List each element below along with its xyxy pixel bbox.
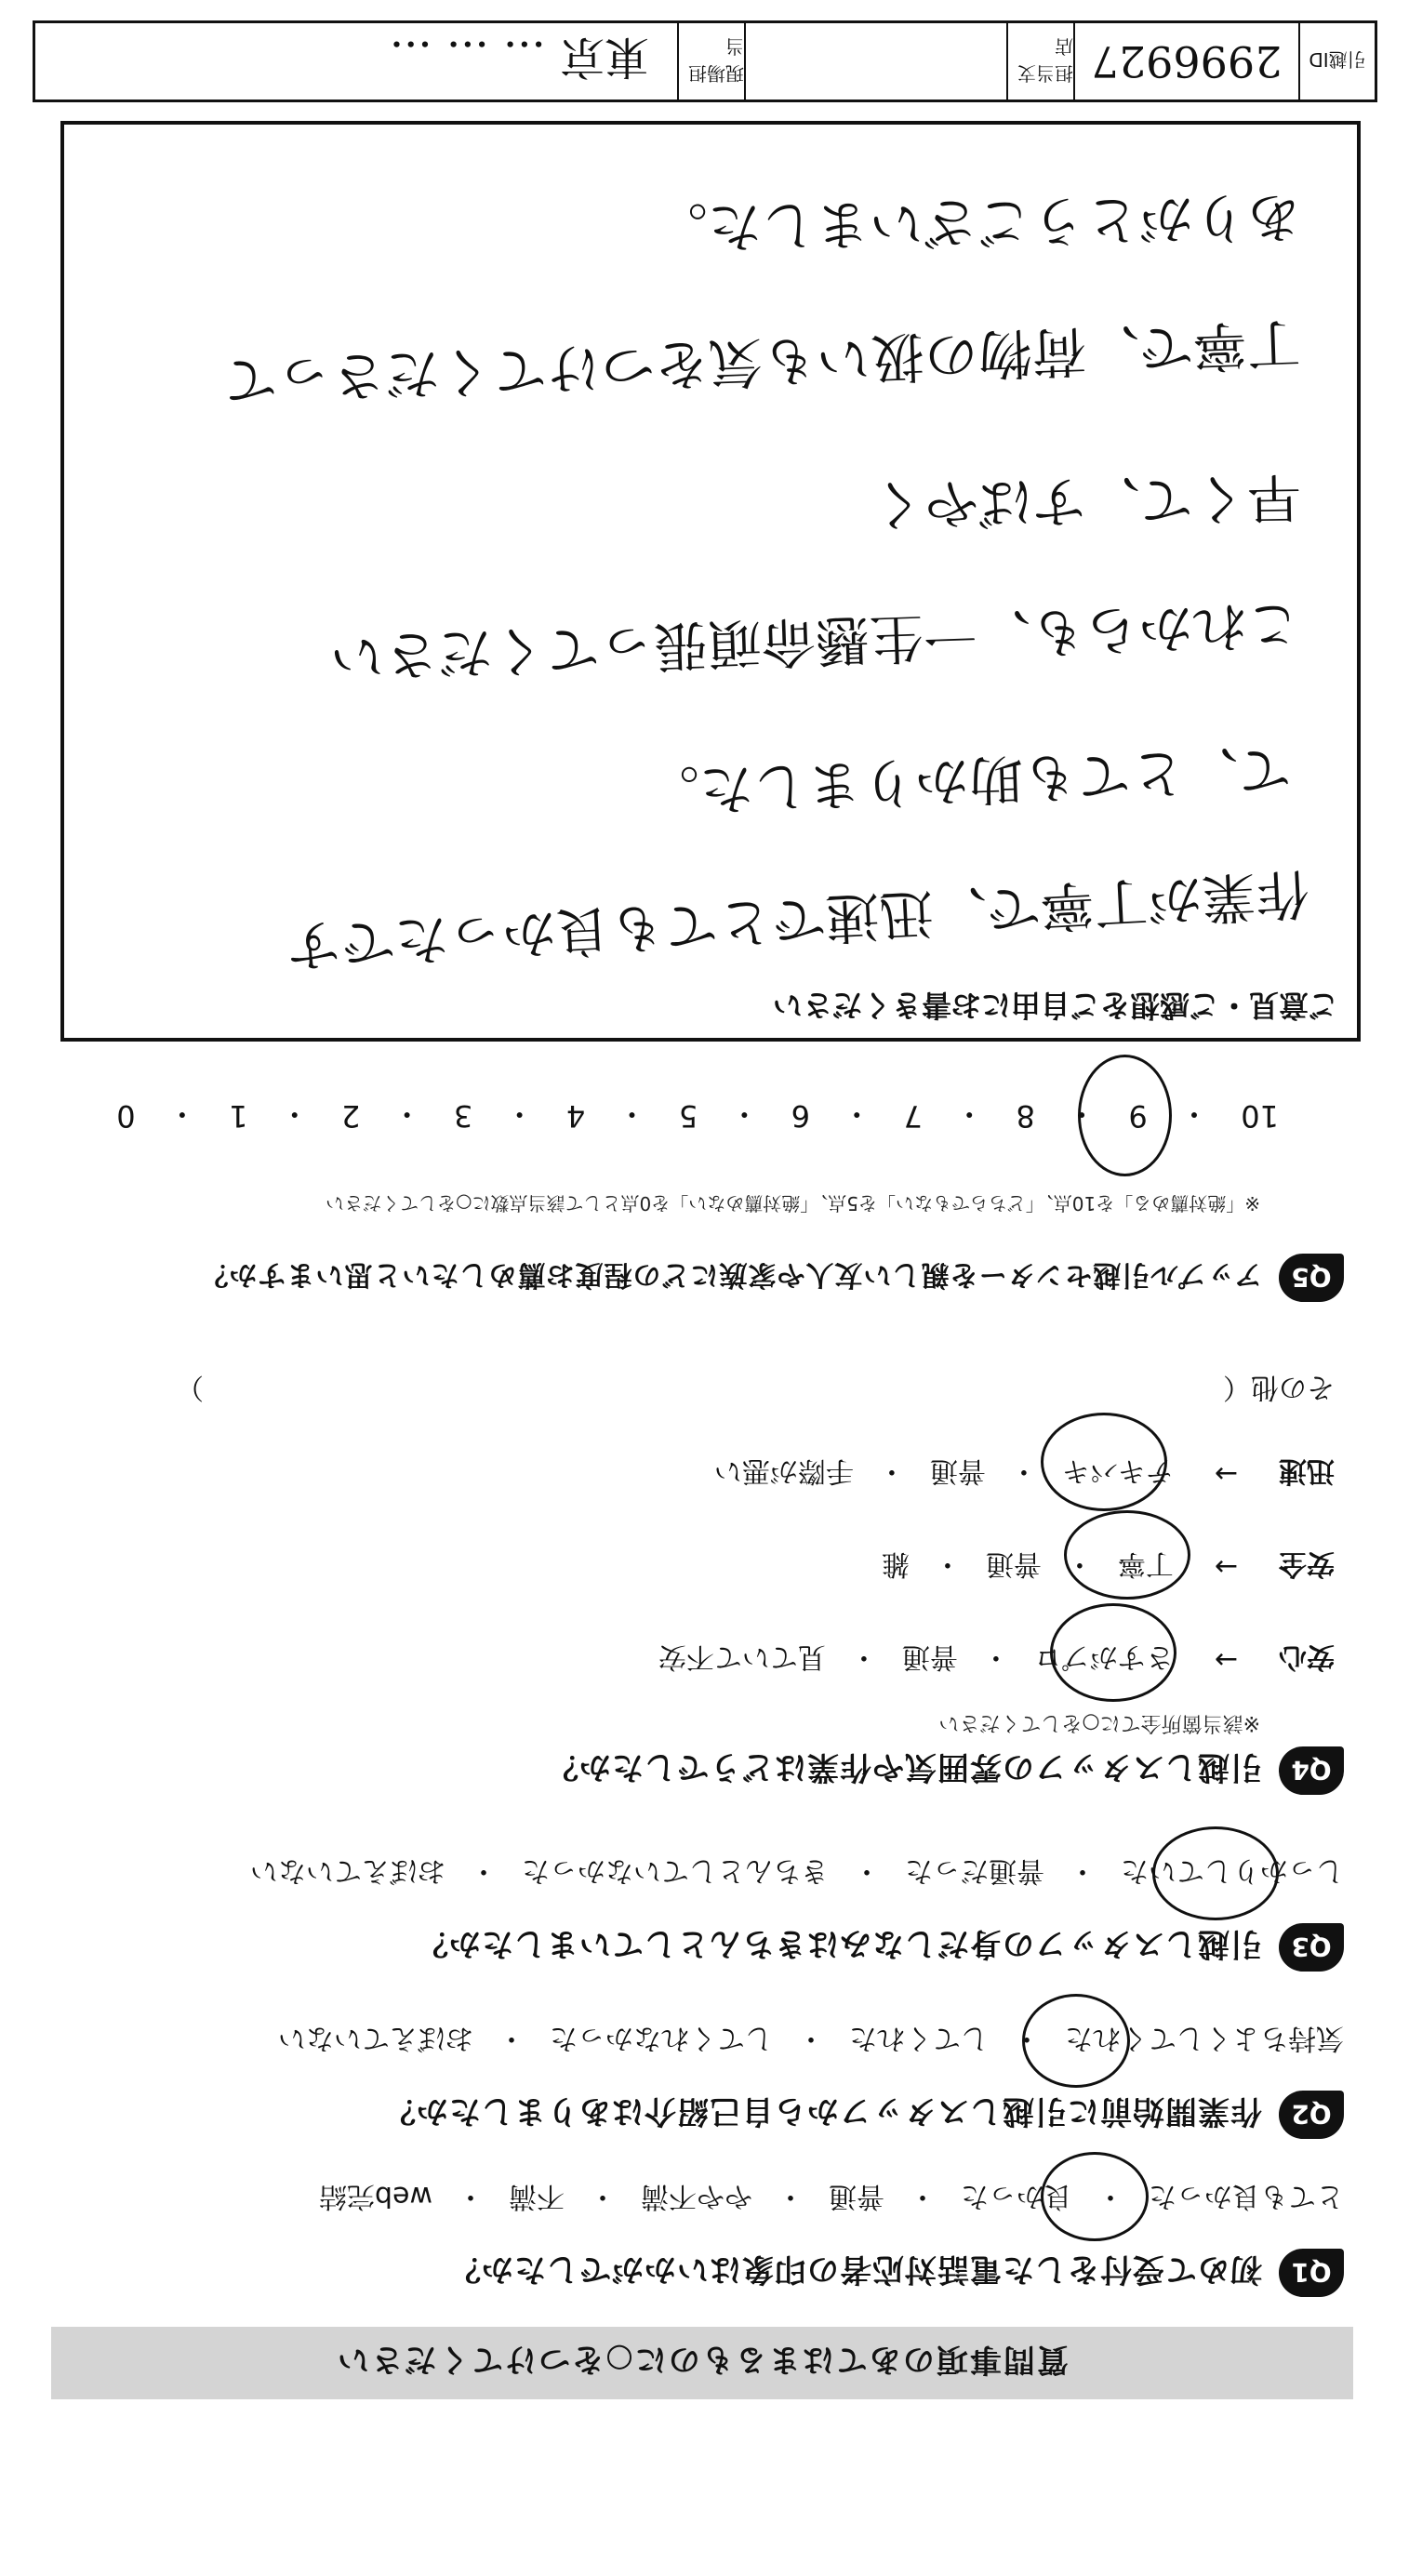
id-label-cell — [1298, 23, 1375, 100]
arrow-right-icon: → — [1214, 1550, 1238, 1584]
comment-line-3[interactable]: 早くて、すばやく — [870, 465, 1302, 538]
q4-row1-option-3[interactable]: 見ていて不安 — [658, 1640, 826, 1673]
id-label: 引越ID — [1309, 48, 1366, 72]
q1-option-2[interactable]: 良かった — [961, 2180, 1072, 2212]
branch-label-cell — [1006, 23, 1073, 100]
comments-box — [60, 121, 1361, 1042]
q4-row2-label: 安全 — [1279, 1547, 1335, 1580]
arrow-right-icon: → — [1214, 1643, 1238, 1677]
q5-score-2[interactable]: 2 — [341, 1098, 361, 1134]
question-1 — [65, 2249, 1344, 2297]
q4-row3-label: 迅速 — [1279, 1454, 1335, 1487]
header-table — [33, 20, 1377, 102]
q4-row-anzen: 安全 → 丁寧 ・ 普通 ・ 雑 — [65, 1544, 1335, 1590]
q5-score-0[interactable]: 0 — [116, 1098, 136, 1134]
q4-row3-option-3[interactable]: 手際が悪い — [713, 1454, 854, 1487]
q4-other-label: その他（ — [1223, 1371, 1335, 1403]
branch-label: 担当支店 — [1017, 35, 1073, 85]
id-value-cell — [1073, 23, 1298, 100]
instruction-banner — [51, 2327, 1353, 2399]
q3-selected-circle — [1152, 1826, 1279, 1920]
staff-value-cell — [35, 23, 677, 100]
question-5 — [65, 1254, 1344, 1302]
q4-row2-option-3[interactable]: 雑 — [881, 1547, 910, 1580]
q5-score-5[interactable]: 5 — [678, 1098, 698, 1134]
q1-selected-circle — [1041, 2152, 1149, 2241]
q5-score-10[interactable]: 10 — [1241, 1098, 1279, 1134]
q5-note: ※「絶対薦める」を10点、「どちらでもない」を5点、「絶対薦めない」を0点として該当点数に○をしてください — [326, 1192, 1260, 1215]
q3-text: 引越しスタッフの身だしなみはきちんとしていましたか？ — [416, 1925, 1262, 1963]
q1-option-6[interactable]: web完結 — [318, 2180, 432, 2212]
comment-line-2[interactable]: 丁寧で、荷物の扱いも気をつけてくださって — [222, 311, 1302, 413]
q3-option-1[interactable]: しっかりしていた — [1121, 1854, 1344, 1887]
comment-line-1[interactable]: ありがとうございました。 — [653, 184, 1302, 260]
arrow-right-icon: → — [1214, 1457, 1238, 1491]
q3-option-4[interactable]: おぼえていない — [250, 1854, 445, 1887]
q4-row1-option-1[interactable]: さすがプロ — [1033, 1640, 1174, 1673]
q4-note: ※該当箇所全てに○をしてください — [938, 1711, 1260, 1734]
q4-text: 引越しスタッフの雰囲気や作業はどうでしたか？ — [546, 1748, 1262, 1786]
q4-selected-circle — [1064, 1510, 1190, 1600]
q5-selected-circle — [1078, 1055, 1172, 1176]
comment-line-6[interactable]: 作業が丁寧で、迅速でとても良かったです — [285, 861, 1311, 978]
q3-badge-icon: Q3 — [1279, 1923, 1344, 1972]
q5-score-6[interactable]: 6 — [791, 1098, 811, 1134]
q4-other — [65, 1367, 1335, 1414]
q2-option-3[interactable]: してくれなかった — [550, 2022, 773, 2054]
question-3 — [65, 1923, 1344, 1972]
q4-selected-circle — [1041, 1413, 1167, 1511]
q5-score-8[interactable]: 8 — [1016, 1098, 1035, 1134]
q2-option-4[interactable]: おぼえていない — [278, 2022, 473, 2054]
comments-title: ご意見・ご感想をご自由にお書きください — [772, 988, 1338, 1023]
q5-scale: 10 ・ 9 ・ 8 ・ 7 ・ 6 ・ 5 ・ 4 ・ 3 ・ 2 ・ 1 ・ 0 — [116, 1096, 1279, 1134]
q1-option-4[interactable]: やや不満 — [641, 2180, 752, 2212]
q3-options: しっかりしていた ・ 普通だった ・ きちんとしていなかった ・ おぼえていない — [65, 1851, 1344, 1897]
q5-score-7[interactable]: 7 — [903, 1098, 923, 1134]
branch-value-cell — [744, 23, 1006, 100]
q3-option-2[interactable]: 普通だった — [905, 1854, 1044, 1887]
q4-row3-option-2[interactable]: 普通 — [929, 1454, 986, 1487]
q4-row3-option-1[interactable]: テキパキ — [1061, 1454, 1174, 1487]
q4-row1-option-2[interactable]: 普通 — [901, 1640, 958, 1673]
q4-badge-icon: Q4 — [1279, 1746, 1344, 1795]
q4-row-jinsoku: 迅速 → テキパキ ・ 普通 ・ 手際が悪い — [65, 1451, 1335, 1497]
q5-text: アップル引越センターを親しい友人や家族にどの程度お薦めしたいと思いますか？ — [199, 1258, 1262, 1291]
q1-badge-icon: Q1 — [1279, 2249, 1344, 2297]
banner-title: 質問事項のあてはまるものに○をつけてください — [336, 2341, 1069, 2379]
q1-text: 初めて受付をした電話対応者の印象はいかがでしたか？ — [448, 2251, 1262, 2289]
q5-badge-icon: Q5 — [1279, 1254, 1344, 1302]
q4-row2-option-1[interactable]: 丁寧 — [1117, 1547, 1174, 1580]
q1-options: とても良かった ・ 良かった ・ 普通 ・ やや不満 ・ 不満 ・ web完結 — [65, 2176, 1344, 2223]
q2-selected-circle — [1022, 1994, 1130, 2088]
q3-option-3[interactable]: きちんとしていなかった — [522, 1854, 829, 1887]
q1-option-1[interactable]: とても良かった — [1149, 2180, 1344, 2212]
q5-score-3[interactable]: 3 — [453, 1098, 473, 1134]
id-value[interactable]: 2996927 — [1091, 36, 1283, 86]
q5-score-1[interactable]: 1 — [229, 1098, 248, 1134]
q4-row2-option-2[interactable]: 普通 — [985, 1547, 1042, 1580]
q1-option-5[interactable]: 不満 — [509, 2180, 565, 2212]
q4-other-close: ） — [176, 1371, 204, 1403]
q1-option-3[interactable]: 普通 — [829, 2180, 884, 2212]
q4-selected-circle — [1050, 1603, 1176, 1702]
q2-option-1[interactable]: 気持ちよくしてくれた — [1065, 2022, 1344, 2054]
q2-options: 気持ちよくしてくれた ・ してくれた ・ してくれなかった ・ おぼえていない — [65, 2018, 1344, 2065]
question-4 — [65, 1746, 1344, 1795]
comment-line-4[interactable]: これからも、一生懸命頑張ってください — [328, 591, 1302, 690]
q4-row-anshin: 安心 → さすがプロ ・ 普通 ・ 見ていて不安 — [65, 1637, 1335, 1683]
q2-text: 作業開始前に引越しスタッフから自己紹介はありましたか？ — [383, 2092, 1262, 2131]
q2-option-2[interactable]: してくれた — [849, 2022, 989, 2054]
staff-label-cell — [677, 23, 744, 100]
q2-badge-icon: Q2 — [1279, 2091, 1344, 2139]
q5-score-9[interactable]: 9 — [1128, 1098, 1148, 1134]
question-2 — [65, 2091, 1344, 2139]
q4-row1-label: 安心 — [1279, 1640, 1335, 1673]
q5-score-4[interactable]: 4 — [565, 1098, 586, 1134]
staff-handwritten[interactable]: 東京 ... ... ... — [389, 31, 649, 84]
staff-label: 現場担当 — [688, 35, 744, 85]
comment-line-5[interactable]: て、とても助かりました。 — [645, 737, 1293, 824]
